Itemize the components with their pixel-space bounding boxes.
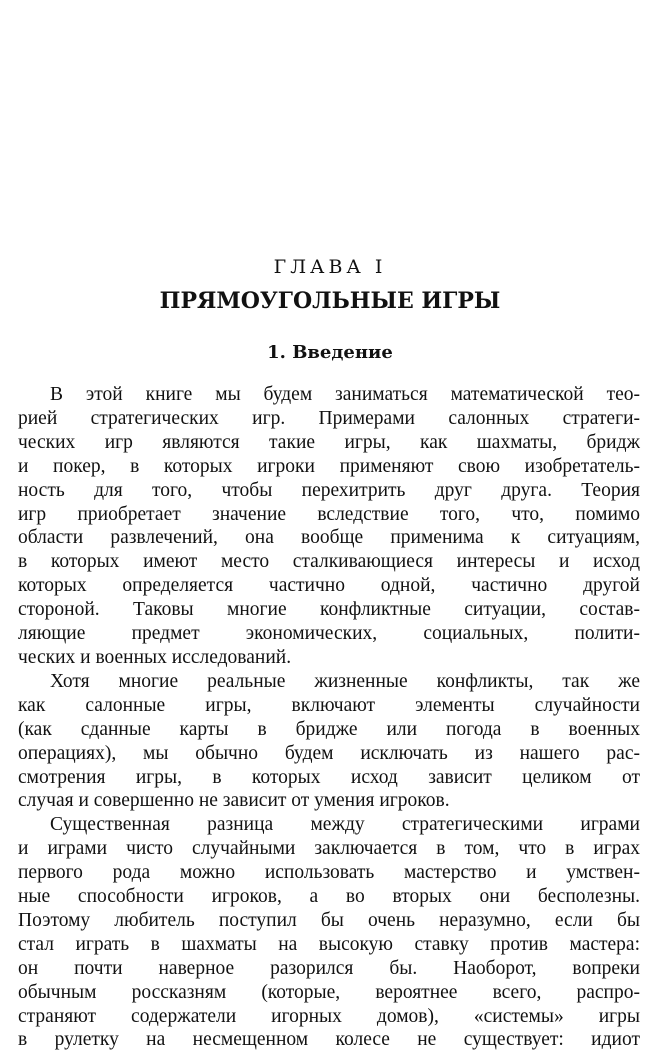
text-line: рией стратегических игр. Примерами салонных стратеги- (18, 407, 640, 429)
text-line: обычным россказням (которые, вероятнее всего, распро- (18, 981, 640, 1003)
text-line: В этой книге мы будем заниматься математической тео- (50, 384, 640, 405)
text-line: и играми чисто случайными заключается в том, что в играх (18, 838, 640, 860)
text-line: Поэтому любитель поступил бы очень неразумно, если бы (18, 909, 640, 931)
text-line: стал играть в шахматы на высокую ставку против мастера: (18, 933, 640, 955)
text-line: (как сданные карты в бридже или погода в военных (18, 718, 640, 740)
text-line: игр приобретает значение вследствие того, что, помимо (18, 503, 640, 525)
text-line: в которых имеют место сталкивающиеся интересы и исход (18, 551, 640, 573)
text-line: которых определяется частично одной, частично другой (18, 575, 640, 597)
text-line: страняют содержатели игорных домов), «системы» игры (18, 1005, 640, 1027)
text-line: и покер, в которых игроки применяют свою изобретатель- (18, 455, 640, 477)
body-text (18, 383, 640, 1052)
text-line: ляющие предмет экономических, социальных, полити- (18, 623, 640, 645)
text-line: операциях), мы обычно будем исключать из нашего рас- (18, 742, 640, 764)
text-line: области развлечений, она вообще применима к ситуациям, (18, 527, 640, 549)
text-line: ность для того, чтобы перехитрить друг друга. Теория (18, 479, 640, 501)
section-title: 1. Введение (267, 342, 393, 363)
text-line: стороной. Таковы многие конфликтные ситуации, состав- (18, 599, 640, 621)
chapter-label: ГЛАВА I (273, 256, 387, 278)
text-line: ные способности игроков, а во вторых они бесполезны. (18, 886, 640, 908)
text-line: Хотя многие реальные жизненные конфликты, так же (50, 670, 640, 692)
text-line: в рулетку на несмещенном колесе не существует: идиот (18, 1029, 640, 1051)
text-line: он почти наверное разорился бы. Наоборот, вопреки (18, 957, 640, 979)
chapter-title: ПРЯМОУГОЛЬНЫЕ ИГРЫ (159, 288, 501, 314)
text-line: ческих и военных исследований. (18, 646, 292, 668)
text-line: смотрения игры, в которых исход зависит целиком от (18, 766, 640, 788)
text-line: ческих игр являются такие игры, как шахматы, бридж (18, 431, 640, 453)
text-line: Существенная разница между стратегическими играми (50, 814, 640, 836)
text-line: первого рода можно использовать мастерство и умствен- (18, 862, 640, 884)
text-line: случая и совершенно не зависит от умения игроков. (18, 790, 450, 812)
text-line: как салонные игры, включают элементы случайности (18, 694, 640, 716)
